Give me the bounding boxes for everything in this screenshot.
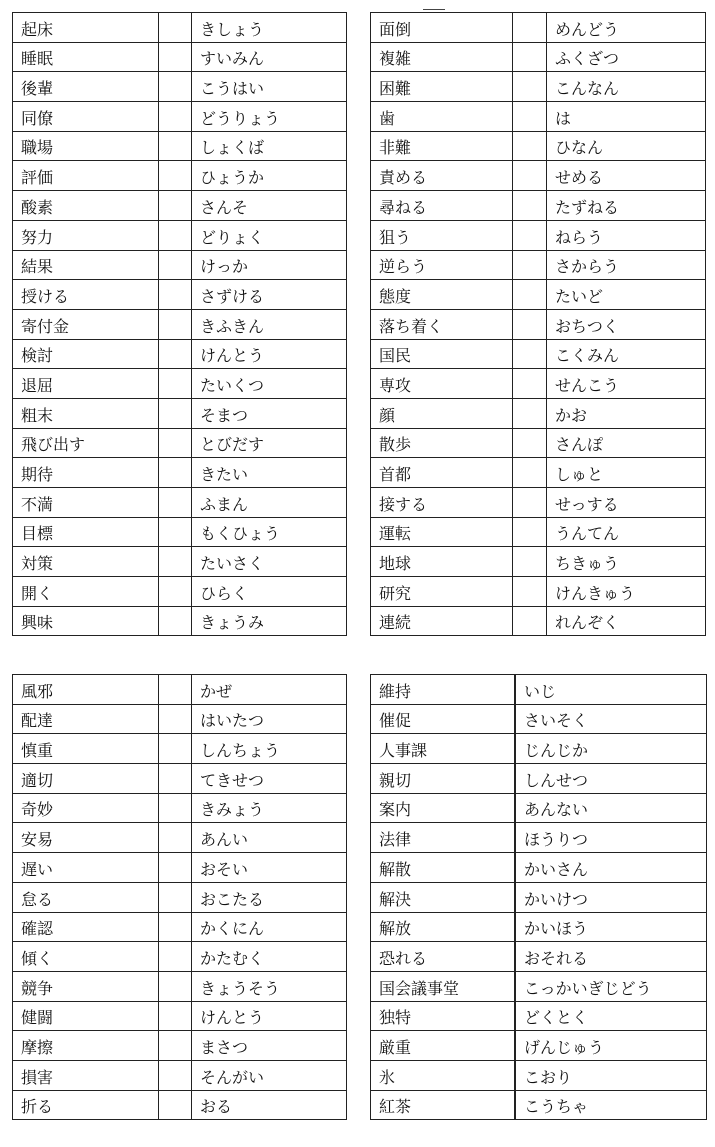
kanji-cell: 恐れる xyxy=(371,942,515,972)
blank-cell xyxy=(159,339,192,369)
blank-cell xyxy=(159,102,192,132)
table-row xyxy=(371,131,706,161)
reading-cell: ふまん xyxy=(192,488,347,518)
kanji-cell: 落ち着く xyxy=(371,309,513,339)
table-row xyxy=(371,1090,707,1120)
table-row xyxy=(13,823,347,853)
kanji-cell: 興味 xyxy=(13,606,159,636)
table-row xyxy=(371,191,706,221)
reading-cell: こおり xyxy=(516,1060,707,1090)
blank-cell xyxy=(159,428,192,458)
kanji-cell: 遅い xyxy=(13,853,159,883)
kanji-cell: 案内 xyxy=(371,793,515,823)
kanji-cell: 折る xyxy=(13,1090,159,1120)
blank-cell xyxy=(159,675,192,705)
table-row xyxy=(13,339,347,369)
table-row xyxy=(371,606,706,636)
reading-cell: かいけつ xyxy=(516,882,707,912)
kanji-cell: 対策 xyxy=(13,547,159,577)
table-row xyxy=(13,102,347,132)
table-row xyxy=(13,1001,347,1031)
kanji-cell: 適切 xyxy=(13,764,159,794)
reading-cell: けんきゅう xyxy=(547,577,706,607)
reading-cell: おそい xyxy=(192,853,347,883)
kanji-cell: 健闘 xyxy=(13,1001,159,1031)
table-row xyxy=(371,547,706,577)
table-row xyxy=(13,942,347,972)
blank-cell xyxy=(159,191,192,221)
table-row xyxy=(13,309,347,339)
kanji-cell: 狙う xyxy=(371,220,513,250)
table-row xyxy=(371,764,707,794)
table-row xyxy=(13,517,347,547)
blank-cell xyxy=(513,398,547,428)
blank-cell xyxy=(159,942,192,972)
kanji-cell: 面倒 xyxy=(371,13,513,43)
reading-cell: けっか xyxy=(192,250,347,280)
kanji-cell: 開く xyxy=(13,577,159,607)
kanji-cell: 解決 xyxy=(371,882,515,912)
reading-cell: さんぽ xyxy=(547,428,706,458)
reading-cell: おちつく xyxy=(547,309,706,339)
table-row xyxy=(13,191,347,221)
table-row xyxy=(371,280,706,310)
reading-cell: こんなん xyxy=(547,72,706,102)
kanji-cell: 期待 xyxy=(13,458,159,488)
kanji-cell: 退屈 xyxy=(13,369,159,399)
table-row xyxy=(13,280,347,310)
blank-cell xyxy=(159,1060,192,1090)
reading-cell: かぜ xyxy=(192,675,347,705)
kanji-cell: 逆らう xyxy=(371,250,513,280)
blank-cell xyxy=(159,1001,192,1031)
reading-cell: ひなん xyxy=(547,131,706,161)
kanji-cell: 尋ねる xyxy=(371,191,513,221)
table-row xyxy=(13,1031,347,1061)
kanji-cell: 非難 xyxy=(371,131,513,161)
table-row xyxy=(13,369,347,399)
table-row xyxy=(13,971,347,1001)
reading-cell: きふきん xyxy=(192,309,347,339)
table-row xyxy=(371,577,706,607)
blank-cell xyxy=(159,764,192,794)
reading-cell: かいさん xyxy=(516,853,707,883)
reading-cell: あんい xyxy=(192,823,347,853)
blank-cell xyxy=(159,131,192,161)
kanji-cell: 地球 xyxy=(371,547,513,577)
table-row xyxy=(371,309,706,339)
reading-cell: あんない xyxy=(516,793,707,823)
vocab-table-2 xyxy=(370,12,706,636)
reading-cell: ほうりつ xyxy=(516,823,707,853)
table-row xyxy=(371,1001,707,1031)
blank-cell xyxy=(159,734,192,764)
reading-cell: は xyxy=(547,102,706,132)
kanji-cell: 競争 xyxy=(13,971,159,1001)
kanji-cell: 飛び出す xyxy=(13,428,159,458)
kanji-cell: 摩擦 xyxy=(13,1031,159,1061)
table-row xyxy=(371,912,707,942)
table-row xyxy=(371,72,706,102)
table-row xyxy=(13,912,347,942)
kanji-cell: 顔 xyxy=(371,398,513,428)
blank-cell xyxy=(159,280,192,310)
vocab-table-1 xyxy=(12,12,347,636)
blank-cell xyxy=(159,793,192,823)
blank-cell xyxy=(159,161,192,191)
reading-cell: おる xyxy=(192,1090,347,1120)
blank-cell xyxy=(159,823,192,853)
blank-cell xyxy=(513,72,547,102)
reading-cell: ふくざつ xyxy=(547,42,706,72)
kanji-cell: 専攻 xyxy=(371,369,513,399)
blank-cell xyxy=(159,250,192,280)
blank-cell xyxy=(513,428,547,458)
blank-cell xyxy=(159,488,192,518)
kanji-cell: 同僚 xyxy=(13,102,159,132)
table-row xyxy=(13,488,347,518)
kanji-cell: 努力 xyxy=(13,220,159,250)
reading-cell: おそれる xyxy=(516,942,707,972)
reading-cell: すいみん xyxy=(192,42,347,72)
blank-cell xyxy=(513,191,547,221)
table-row xyxy=(13,577,347,607)
kanji-cell: 解散 xyxy=(371,853,515,883)
kanji-cell: 複雑 xyxy=(371,42,513,72)
kanji-cell: 態度 xyxy=(371,280,513,310)
table-row xyxy=(371,369,706,399)
table-row xyxy=(13,161,347,191)
table-row xyxy=(13,458,347,488)
reading-cell: ひらく xyxy=(192,577,347,607)
reading-cell: こっかいぎじどう xyxy=(516,971,707,1001)
table-row xyxy=(13,853,347,883)
reading-cell: たずねる xyxy=(547,191,706,221)
kanji-cell: 解放 xyxy=(371,912,515,942)
kanji-cell: 人事課 xyxy=(371,734,515,764)
kanji-cell: 評価 xyxy=(13,161,159,191)
blank-cell xyxy=(513,488,547,518)
table-row xyxy=(371,1060,707,1090)
reading-cell: おこたる xyxy=(192,882,347,912)
reading-cell: とびだす xyxy=(192,428,347,458)
kanji-cell: 維持 xyxy=(371,675,515,705)
table-row xyxy=(13,220,347,250)
table-row xyxy=(371,823,707,853)
kanji-cell: 散歩 xyxy=(371,428,513,458)
reading-cell: たいさく xyxy=(192,547,347,577)
reading-cell: しんせつ xyxy=(516,764,707,794)
reading-cell: さからう xyxy=(547,250,706,280)
reading-cell: しゅと xyxy=(547,458,706,488)
kanji-cell: 首都 xyxy=(371,458,513,488)
reading-cell: そまつ xyxy=(192,398,347,428)
blank-cell xyxy=(513,369,547,399)
blank-cell xyxy=(513,13,547,43)
table-row xyxy=(13,704,347,734)
reading-cell: せっする xyxy=(547,488,706,518)
blank-cell xyxy=(513,250,547,280)
reading-cell: いじ xyxy=(516,675,707,705)
reading-cell: まさつ xyxy=(192,1031,347,1061)
blank-cell xyxy=(159,1090,192,1120)
reading-cell: きたい xyxy=(192,458,347,488)
kanji-cell: 運転 xyxy=(371,517,513,547)
blank-cell xyxy=(159,547,192,577)
reading-cell: れんぞく xyxy=(547,606,706,636)
blank-cell xyxy=(159,42,192,72)
kanji-cell: 配達 xyxy=(13,704,159,734)
blank-cell xyxy=(159,606,192,636)
kanji-cell: 怠る xyxy=(13,882,159,912)
table-row xyxy=(13,764,347,794)
reading-cell: ひょうか xyxy=(192,161,347,191)
blank-cell xyxy=(159,853,192,883)
kanji-cell: 酸素 xyxy=(13,191,159,221)
reading-cell: そんがい xyxy=(192,1060,347,1090)
reading-cell: てきせつ xyxy=(192,764,347,794)
kanji-cell: 独特 xyxy=(371,1001,515,1031)
reading-cell: けんとう xyxy=(192,1001,347,1031)
reading-cell: きしょう xyxy=(192,13,347,43)
kanji-cell: 慎重 xyxy=(13,734,159,764)
table-row xyxy=(371,250,706,280)
kanji-cell: 法律 xyxy=(371,823,515,853)
blank-cell xyxy=(159,13,192,43)
reading-cell: どうりょう xyxy=(192,102,347,132)
table-row xyxy=(13,882,347,912)
table-row xyxy=(371,734,707,764)
blank-cell xyxy=(513,547,547,577)
reading-cell: めんどう xyxy=(547,13,706,43)
reading-cell: さんそ xyxy=(192,191,347,221)
kanji-cell: 国民 xyxy=(371,339,513,369)
table-row xyxy=(371,13,706,43)
reading-cell: きょうそう xyxy=(192,971,347,1001)
reading-cell: きょうみ xyxy=(192,606,347,636)
table-row xyxy=(13,250,347,280)
reading-cell: かたむく xyxy=(192,942,347,972)
vocab-table-4 xyxy=(370,674,707,1120)
kanji-cell: 不満 xyxy=(13,488,159,518)
kanji-cell: 国会議事堂 xyxy=(371,971,515,1001)
kanji-cell: 確認 xyxy=(13,912,159,942)
table-row xyxy=(371,458,706,488)
reading-cell: さずける xyxy=(192,280,347,310)
kanji-cell: 職場 xyxy=(13,131,159,161)
blank-cell xyxy=(513,458,547,488)
table-row xyxy=(371,882,707,912)
table-row xyxy=(13,793,347,823)
reading-cell: かお xyxy=(547,398,706,428)
reading-cell: かいほう xyxy=(516,912,707,942)
table-row xyxy=(13,734,347,764)
table-row xyxy=(371,398,706,428)
table-row xyxy=(371,102,706,132)
reading-cell: じんじか xyxy=(516,734,707,764)
blank-cell xyxy=(159,882,192,912)
reading-cell: さいそく xyxy=(516,704,707,734)
kanji-cell: 粗末 xyxy=(13,398,159,428)
table-row xyxy=(371,942,707,972)
blank-cell xyxy=(513,42,547,72)
kanji-cell: 損害 xyxy=(13,1060,159,1090)
kanji-cell: 研究 xyxy=(371,577,513,607)
blank-cell xyxy=(159,309,192,339)
blank-cell xyxy=(513,606,547,636)
kanji-cell: 目標 xyxy=(13,517,159,547)
table-row xyxy=(371,517,706,547)
table-row xyxy=(13,1060,347,1090)
table-row xyxy=(371,1031,707,1061)
kanji-cell: 授ける xyxy=(13,280,159,310)
reading-cell: はいたつ xyxy=(192,704,347,734)
blank-cell xyxy=(159,369,192,399)
kanji-cell: 起床 xyxy=(13,13,159,43)
table-row xyxy=(13,131,347,161)
blank-cell xyxy=(159,704,192,734)
table-row xyxy=(13,675,347,705)
blank-cell xyxy=(513,161,547,191)
table-row xyxy=(13,398,347,428)
table-row xyxy=(13,547,347,577)
table-row xyxy=(13,606,347,636)
table-row xyxy=(371,488,706,518)
reading-cell: せんこう xyxy=(547,369,706,399)
kanji-cell: 紅茶 xyxy=(371,1090,515,1120)
blank-cell xyxy=(159,458,192,488)
reading-cell: こうはい xyxy=(192,72,347,102)
reading-cell: うんてん xyxy=(547,517,706,547)
kanji-cell: 後輩 xyxy=(13,72,159,102)
reading-cell: どりょく xyxy=(192,220,347,250)
kanji-cell: 連続 xyxy=(371,606,513,636)
reading-cell: こくみん xyxy=(547,339,706,369)
blank-cell xyxy=(159,398,192,428)
reading-cell: たいど xyxy=(547,280,706,310)
blank-cell xyxy=(513,131,547,161)
blank-cell xyxy=(159,912,192,942)
blank-cell xyxy=(159,220,192,250)
blank-cell xyxy=(513,517,547,547)
table-row xyxy=(371,161,706,191)
reading-cell: たいくつ xyxy=(192,369,347,399)
kanji-cell: 接する xyxy=(371,488,513,518)
reading-cell: かくにん xyxy=(192,912,347,942)
reading-cell: しょくば xyxy=(192,131,347,161)
table-row xyxy=(371,428,706,458)
kanji-cell: 厳重 xyxy=(371,1031,515,1061)
blank-cell xyxy=(159,577,192,607)
table-row xyxy=(371,971,707,1001)
kanji-cell: 困難 xyxy=(371,72,513,102)
kanji-cell: 親切 xyxy=(371,764,515,794)
blank-cell xyxy=(513,577,547,607)
kanji-cell: 奇妙 xyxy=(13,793,159,823)
reading-cell: もくひょう xyxy=(192,517,347,547)
blank-cell xyxy=(513,339,547,369)
kanji-cell: 安易 xyxy=(13,823,159,853)
table-row xyxy=(371,853,707,883)
kanji-cell: 歯 xyxy=(371,102,513,132)
reading-cell: しんちょう xyxy=(192,734,347,764)
table-row xyxy=(13,428,347,458)
reading-cell: どくとく xyxy=(516,1001,707,1031)
reading-cell: ねらう xyxy=(547,220,706,250)
reading-cell: けんとう xyxy=(192,339,347,369)
table-row xyxy=(13,72,347,102)
table-row xyxy=(13,1090,347,1120)
table-row xyxy=(13,42,347,72)
table-row xyxy=(13,13,347,43)
vocab-table-3 xyxy=(12,674,347,1120)
table-row xyxy=(371,42,706,72)
reading-cell: せめる xyxy=(547,161,706,191)
table-row xyxy=(371,793,707,823)
table-row xyxy=(371,339,706,369)
blank-cell xyxy=(513,280,547,310)
blank-cell xyxy=(513,309,547,339)
kanji-cell: 催促 xyxy=(371,704,515,734)
kanji-cell: 氷 xyxy=(371,1060,515,1090)
table-row xyxy=(371,675,707,705)
blank-cell xyxy=(159,1031,192,1061)
blank-cell xyxy=(159,517,192,547)
blank-cell xyxy=(159,72,192,102)
kanji-cell: 検討 xyxy=(13,339,159,369)
reading-cell: げんじゅう xyxy=(516,1031,707,1061)
kanji-cell: 睡眠 xyxy=(13,42,159,72)
kanji-cell: 傾く xyxy=(13,942,159,972)
reading-cell: ちきゅう xyxy=(547,547,706,577)
kanji-cell: 風邪 xyxy=(13,675,159,705)
reading-cell: こうちゃ xyxy=(516,1090,707,1120)
blank-cell xyxy=(513,220,547,250)
kanji-cell: 結果 xyxy=(13,250,159,280)
kanji-cell: 寄付金 xyxy=(13,309,159,339)
table-row xyxy=(371,220,706,250)
top-edge-mark xyxy=(423,9,445,10)
kanji-cell: 責める xyxy=(371,161,513,191)
blank-cell xyxy=(513,102,547,132)
table-row xyxy=(371,704,707,734)
blank-cell xyxy=(159,971,192,1001)
reading-cell: きみょう xyxy=(192,793,347,823)
